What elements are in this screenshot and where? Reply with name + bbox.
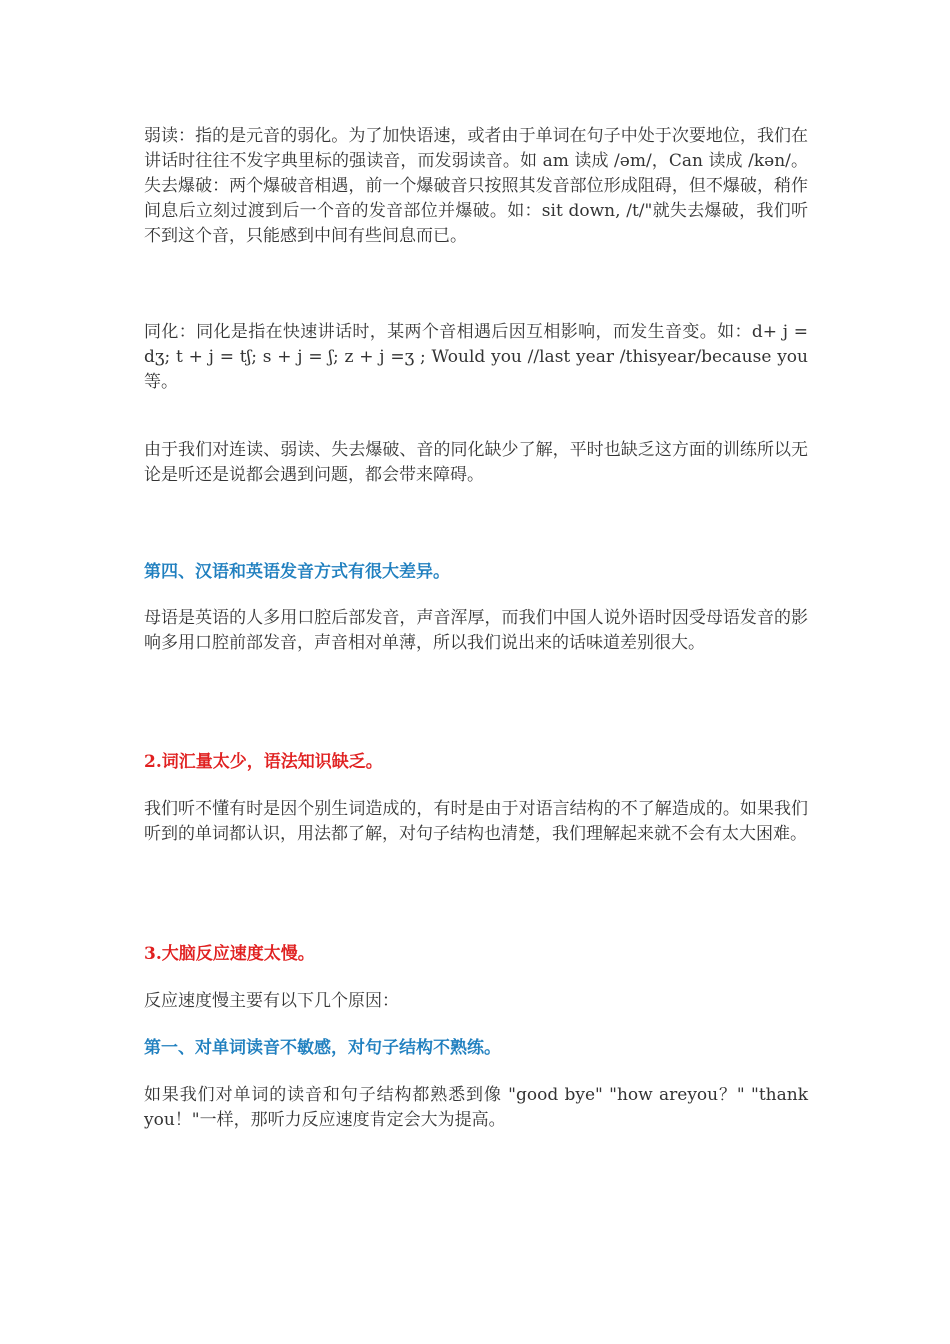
heading-fourth-difference: 第四、汉语和英语发音方式有很大差异。 (144, 562, 450, 582)
paragraph-assimilation: 同化：同化是指在快速讲话时，某两个音相遇后因互相影响，而发生音变。如：d+ j = dʒ; t + j = tʃ; s + j = ʃ; z + j =ʒ ; Would you //last year /thisyear/because you 等。 (144, 322, 808, 392)
paragraph-weak-reading: 弱读：指的是元音的弱化。为了加快语速，或者由于单词在句子中处于次要地位，我们在讲话时往往不发字典里标的强读音，而发弱读音。如 am 读成 /əm/，Can 读成 /kən/。失去爆破：两个爆破音相遇，前一个爆破音只按照其发音部位形成阻碍，但不爆破，稍作间息后立刻过渡到后一个音的发音部位并爆破。如：sit down, /t/"就失去爆破，我们听不到这个音，只能感到中间有些间息而已。 (144, 126, 808, 246)
heading-vocabulary: 2.词汇量太少，语法知识缺乏。 (144, 752, 383, 772)
paragraph-reaction-intro: 反应速度慢主要有以下几个原因： (144, 991, 399, 1011)
paragraph-vocabulary: 我们听不懂有时是因个别生词造成的，有时是由于对语言结构的不了解造成的。如果我们听到的单词都认识，用法都了解，对句子结构也清楚，我们理解起来就不会有太大困难。 (144, 799, 808, 844)
heading-reaction-speed: 3.大脑反应速度太慢。 (144, 944, 315, 964)
paragraph-fourth: 母语是英语的人多用口腔后部发音，声音浑厚，而我们中国人说外语时因受母语发音的影响多用口腔前部发音，声音相对单薄，所以我们说出来的话味道差别很大。 (144, 608, 808, 653)
paragraph-first-reason: 如果我们对单词的读音和句子结构都熟悉到像 "good bye" "how areyou？" "thank you！"一样，那听力反应速度肯定会大为提高。 (144, 1085, 808, 1130)
heading-first-reason: 第一、对单词读音不敏感，对句子结构不熟练。 (144, 1038, 501, 1058)
paragraph-summary: 由于我们对连读、弱读、失去爆破、音的同化缺少了解，平时也缺乏这方面的训练所以无论是听还是说都会遇到问题，都会带来障碍。 (144, 440, 808, 485)
